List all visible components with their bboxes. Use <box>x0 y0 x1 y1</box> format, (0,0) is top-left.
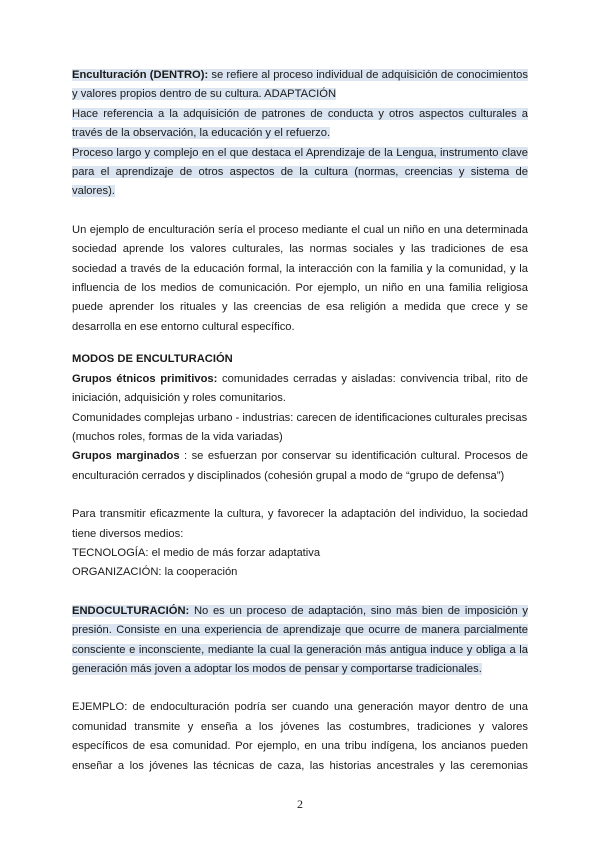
enculturacion-line: para el aprendizaje de otros aspectos de la cultura (normas, creencias y sistema de <box>72 166 528 179</box>
endoculturacion-line: presión. Consiste en una experiencia de aprendizaje que ocurre de manera parcialmente <box>72 624 528 637</box>
transmitir-line2: tiene diversos medios: <box>72 527 184 540</box>
comunidades-complejas-line2: (muchos roles, formas de la vida variadas) <box>72 430 283 443</box>
organizacion-line: ORGANIZACIÓN: la cooperación <box>72 566 238 579</box>
paragraph-line: sociedad aprende los valores culturales, las normas sociales y las tradiciones de esa <box>72 243 528 256</box>
enculturacion-line: y valores propios dentro de su cultura. ADAPTACIÓN <box>72 88 337 101</box>
comunidades-complejas-line1: Comunidades complejas urbano - industrias: carecen de identificaciones culturales precisas <box>72 411 528 424</box>
ejemplo-endoculturacion-paragraph <box>72 698 528 776</box>
enculturacion-line: se refiere al proceso individual de adquisición de conocimientos <box>208 69 528 81</box>
enculturacion-line: valores). <box>72 185 115 198</box>
paragraph-line: Un ejemplo de enculturación sería el proceso mediante el cual un niño en una determinada <box>72 223 528 236</box>
page-content <box>72 66 528 776</box>
paragraph-line: desarrolla en ese entorno cultural específico. <box>72 320 295 333</box>
grupos-marginados-label: Grupos marginados <box>72 450 180 463</box>
paragraph-line: EJEMPLO: de endoculturación podría ser cuando una generación mayor dentro de una <box>72 701 528 714</box>
endoculturacion-block <box>72 602 528 680</box>
endoculturacion-title: ENDOCULTURACIÓN: <box>72 604 190 617</box>
enculturacion-title: Enculturación (DENTRO): <box>72 69 209 81</box>
enculturacion-block <box>72 66 528 202</box>
enculturacion-line: Proceso largo y complejo en el que destaca el Aprendizaje de la Lengua, instrumento clave <box>72 146 528 159</box>
transmitir-section <box>72 505 528 583</box>
paragraph-line: específicos de esa comunidad. Por ejemplo, en una tribu indígena, los ancianos pueden <box>72 740 528 753</box>
paragraph-line: comunidad transmite y enseña a los jóvenes las costumbres, tradiciones y valores <box>72 720 528 733</box>
grupos-primitivos-text: comunidades cerradas y aisladas: convivencia tribal, rito de <box>217 372 528 385</box>
grupos-marginados-text: : se esfuerzan por conservar su identificación cultural. Procesos de <box>179 450 528 463</box>
endoculturacion-line: No es un proceso de adaptación, sino más bien de imposición y <box>189 604 528 617</box>
paragraph-line: sociedad a través de la educación formal, la interacción con la familia y la comunidad, y la <box>72 262 528 275</box>
enculturacion-line: través de la observación, la educación y el refuerzo. <box>72 127 331 140</box>
ejemplo-enculturacion-paragraph <box>72 221 528 337</box>
enculturacion-line: Hace referencia a la adquisición de patrones de conducta y otros aspectos culturales a <box>72 107 528 120</box>
paragraph-line: influencia de los medios de comunicación. Por ejemplo, un niño en una familia religiosa <box>72 282 528 295</box>
transmitir-line1: Para transmitir eficazmente la cultura, y favorecer la adaptación del individuo, la sociedad <box>72 508 528 521</box>
endoculturacion-line: consciente e inconsciente, mediante la cual la generación más antigua induce y obliga a la <box>72 643 528 656</box>
modos-heading: MODOS DE ENCULTURACIÓN <box>72 353 233 366</box>
paragraph-line: enseñar a los jóvenes las técnicas de caza, las historias ancestrales y las ceremonias <box>72 759 528 772</box>
modos-section <box>72 350 528 486</box>
grupos-primitivos-line2: iniciación, adquisición y roles comunitarios. <box>72 392 286 405</box>
grupos-marginados-line2: enculturación cerrados y disciplinados (cohesión grupal a modo de “grupo de defensa”) <box>72 469 505 482</box>
endoculturacion-line: generación más joven a adoptar los modos de pensar y comportarse tradicionales. <box>72 662 482 675</box>
page-number: 2 <box>297 797 303 811</box>
paragraph-line: puede aprender los rituales y las creencias de esa religión a medida que crece y se <box>72 301 528 314</box>
tecnologia-line: TECNOLOGÍA: el medio de más forzar adaptativa <box>72 546 321 559</box>
grupos-primitivos-label: Grupos étnicos primitivos: <box>72 372 218 385</box>
